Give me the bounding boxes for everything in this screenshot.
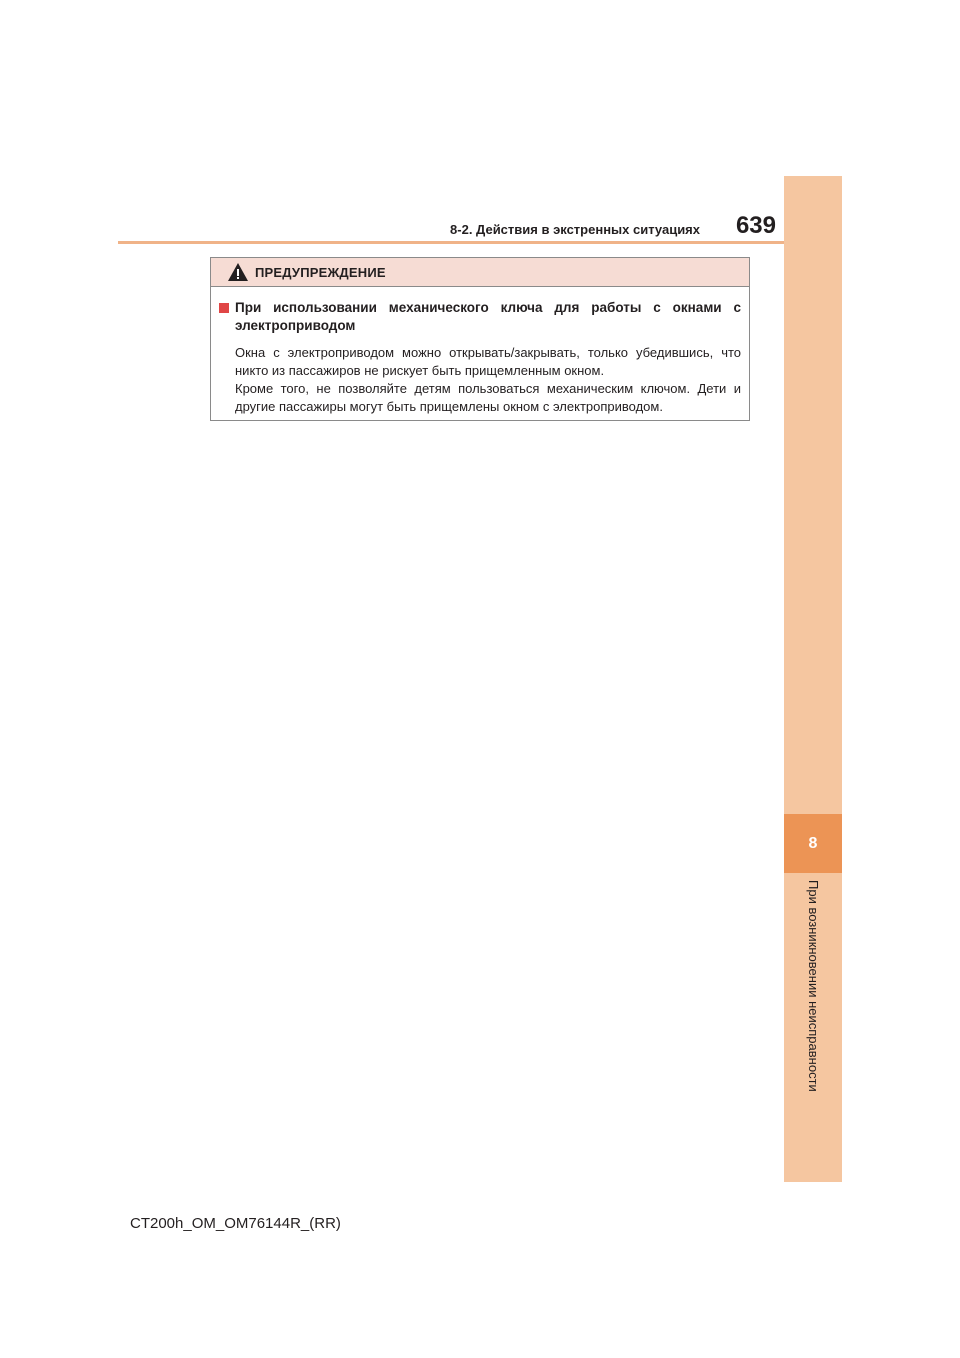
- warning-heading-text: При использовании механического ключа для работы с окнами с электроприводом: [235, 300, 741, 333]
- warning-box: [210, 257, 750, 421]
- warning-paragraph-1: Окна с электроприводом можно открывать/закрывать, только убедившись, что никто из пассажиров не рискует быть прищемленным окном.: [235, 345, 741, 378]
- bullet-square-icon: [219, 303, 229, 313]
- header-divider: [118, 241, 784, 244]
- page-number: 639: [735, 212, 776, 239]
- warning-title: ПРЕДУПРЕЖДЕНИЕ: [255, 264, 386, 280]
- warning-triangle-icon: [227, 262, 249, 282]
- chapter-number-badge: [784, 814, 842, 873]
- warning-heading: [219, 299, 741, 335]
- warning-paragraph-2: Кроме того, не позволяйте детям пользоваться механическим ключом. Дети и другие пассажиры могут быть прищемлены окном с электроприводом.: [235, 381, 741, 414]
- chapter-number: 8: [808, 834, 818, 852]
- chapter-title: При возникновении неисправности: [806, 880, 821, 1092]
- document-code: CT200h_OM_OM76144R_(RR): [130, 1215, 341, 1232]
- warning-header: [211, 258, 749, 287]
- warning-body: [211, 287, 749, 416]
- section-title: 8-2. Действия в экстренных ситуациях: [450, 222, 700, 237]
